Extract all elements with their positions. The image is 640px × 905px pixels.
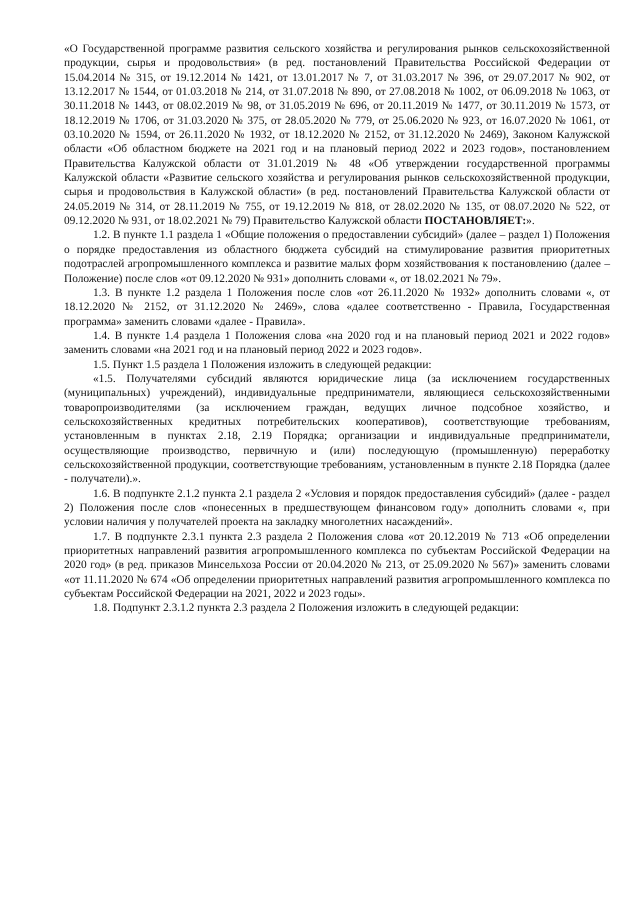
paragraph-1-2: 1.2. В пункте 1.1 раздела 1 «Общие положения о предоставлении субсидий» (далее – раздел 1) Положения о порядке предоставления из областного бюджета субсидий на стимулирование развития приоритетных подотраслей агропромышленного комплекса и развитие малых форм хозяйствования к постановлению (далее – Положение) после слов «от 09.12.2020 № 931» дополнить словами «, от 18.02.2021 № 79». xyxy=(64,229,610,285)
paragraph-1-7: 1.7. В подпункте 2.3.1 пункта 2.3 раздела 2 Положения слова «от 20.12.2019 № 713 «Об определении приоритетных направлений развития агропромышленного комплекса по субъектам Российской Федерации на 2020 год» (в ред. приказов Минсельхоза России от 20.04.2020 № 213, от 25.09.2020 № 567)» заменить словами «от 11.11.2020 № 674 «Об определении приоритетных направлений развития агропромышленного комплекса по субъектам Российской Федерации на 2021, 2022 и 2023 годы». xyxy=(64,530,610,601)
document-page xyxy=(64,42,610,616)
paragraph-1-5: 1.5. Пункт 1.5 раздела 1 Положения изложить в следующей редакции: xyxy=(93,358,432,371)
preamble-closing: ». xyxy=(526,215,535,228)
paragraph-1-4: 1.4. В пункте 1.4 раздела 1 Положения слова «на 2020 год и на плановый период 2021 и 2022 годов» заменить словами «на 2021 год и на плановый период 2022 и 2023 годов». xyxy=(64,329,610,357)
paragraph-1-3: 1.3. В пункте 1.2 раздела 1 Положения после слов «от 26.11.2020 № 1932» дополнить словами «, от 18.12.2020 № 2152, от 31.12.2020 № 2469», слова «далее соответственно - Правила, Государственная программа» заменить словами «далее - Правила». xyxy=(64,286,610,328)
paragraph-1-8: 1.8. Подпункт 2.3.1.2 пункта 2.3 раздела 2 Положения изложить в следующей редакции: xyxy=(93,602,519,615)
paragraph-1-6: 1.6. В подпункте 2.1.2 пункта 2.1 раздела 2 «Условия и порядок предоставления субсидий» (далее - раздел 2) Положения после слов «понесенных в предшествующем финансовом году» дополнить словами «, при условии наличия у получателей проекта на закладку многолетних насаждений». xyxy=(64,487,610,529)
paragraph-1-5-quote: «1.5. Получателями субсидий являются юридические лица (за исключением государственных (муниципальных) учреждений), индивидуальные предприниматели, являющиеся сельскохозяйственными товаропроизводителями (за исключением граждан, ведущих личное подсобное хозяйство, и сельскохозяйственных кредитных потребительских кооперативов), соответствующие требованиям, установленным в пунктах 2.18, 2.19 Порядка; организации и индивидуальные предприниматели, осуществляющие производство, первичную и (или) последующую (промышленную) переработку сельскохозяйственной продукции, соответствующие требованиям, установленным в пункте 2.18 Порядка (далее - получатели).». xyxy=(64,372,610,486)
paragraph-preamble xyxy=(64,42,610,228)
postanovlyaet-bold: ПОСТАНОВЛЯЕТ: xyxy=(424,215,527,228)
preamble-text: «О Государственной программе развития сельского хозяйства и регулирования рынков сельскохозяйственной продукции, сырья и продовольствия» (в ред. постановлений Правительства Российской Федерации от 15.04.2014 № 315, от 19.12.2014 № 1421, от 13.01.2017 № 7, от 31.03.2017 № 396, от 29.07.2017 № 902, от 13.12.2017 № 1544, от 01.03.2018 № 214, от 31.07.2018 № 890, от 27.08.2018 № 1002, от 06.09.2018 № 1063, от 30.11.2018 № 1443, от 08.02.2019 № 98, от 31.05.2019 № 696, от 20.11.2019 № 1477, от 30.11.2019 № 1573, от 18.12.2019 № 1706, от 31.03.2020 № 375, от 28.05.2020 № 779, от 25.06.2020 № 923, от 16.07.2020 № 1061, от 03.10.2020 № 1594, от 26.11.2020 № 1932, от 18.12.2020 № 2152, от 31.12.2020 № 2469), Законом Калужской области «Об областном бюджете на 2021 год и на плановый период 2022 и 2023 годов», постановлением Правительства Калужской области от 31.01.2019 № 48 «Об утверждении государственной программы Калужской области «Развитие сельского хозяйства и регулирования рынков сельскохозяйственной продукции, сырья и продовольствия в Калужской области» (в ред. постановлений Правительства Калужской области от 24.05.2019 № 314, от 28.11.2019 № 755, от 19.12.2019 № 818, от 28.02.2020 № 135, от 08.07.2020 № 522, от 09.12.2020 № 931, от 18.02.2021 № 79) Правительство Калужской области xyxy=(64,43,610,228)
